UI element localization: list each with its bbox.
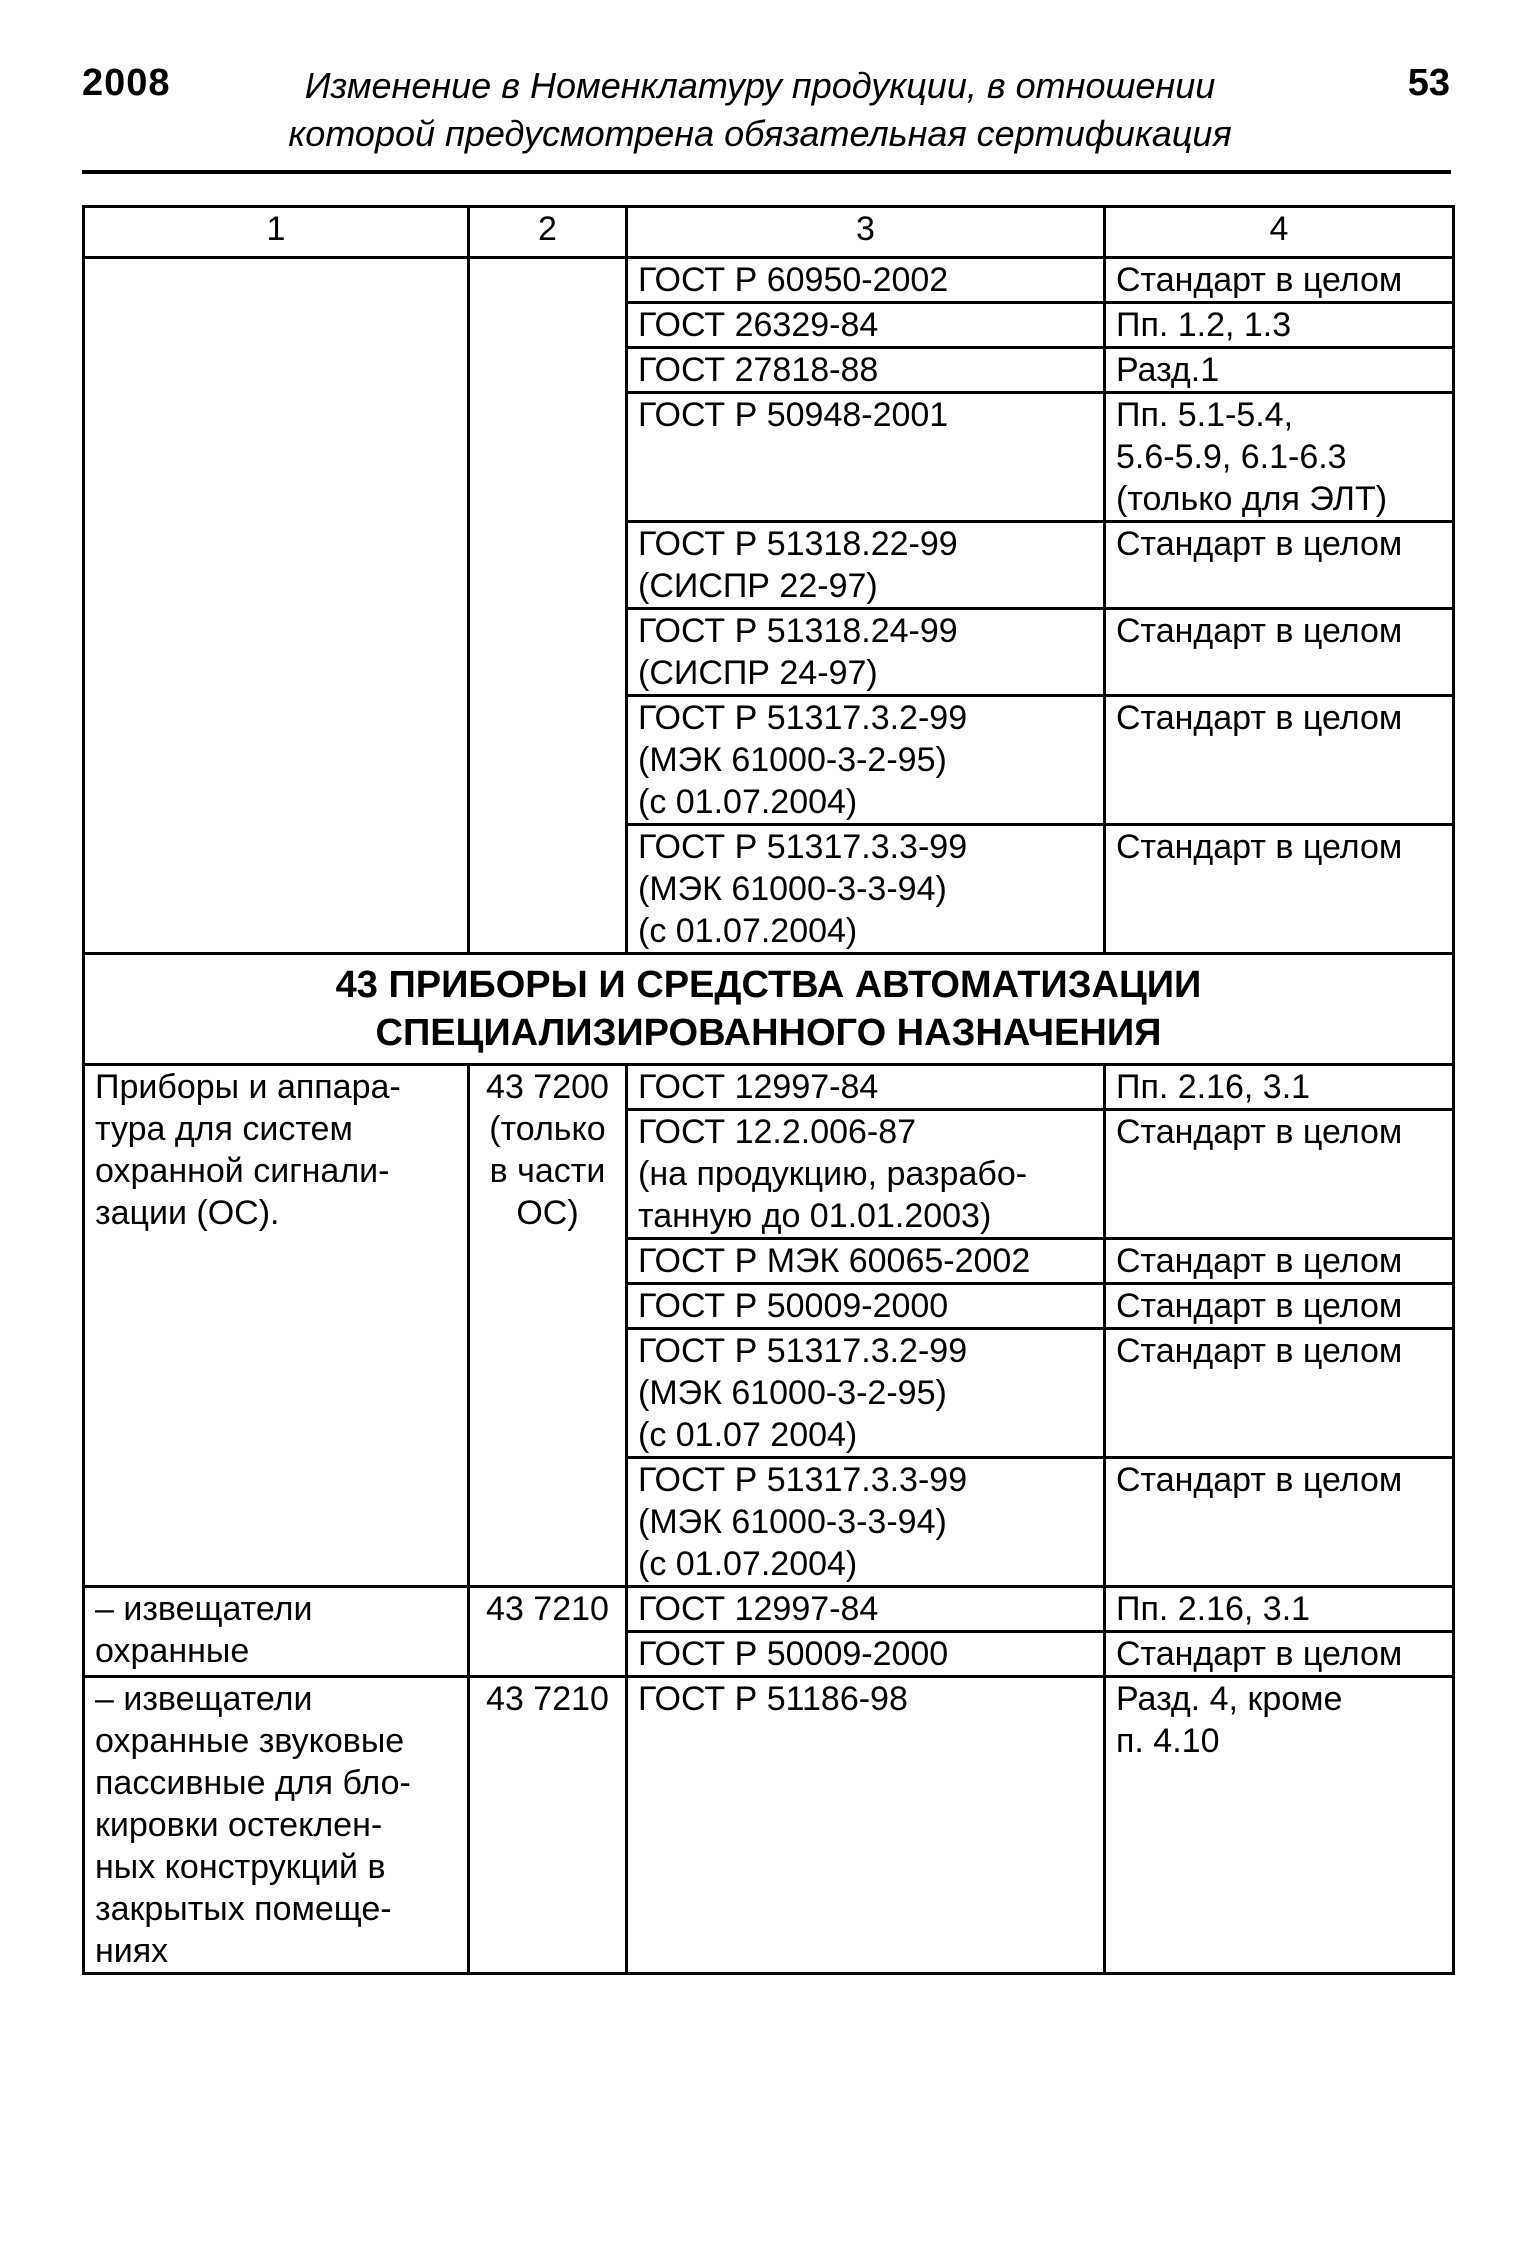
product-cell: – извещатели охранные звуковые пассивные для бло- кировки остеклен- ных конструкций в закрытых помеще- ниях	[84, 1677, 469, 1974]
standard-cell: ГОСТ Р 51317.3.3-99 (МЭК 61000-3-3-94) (с 01.07.2004)	[627, 1458, 1105, 1587]
column-number-3: 3	[627, 207, 1105, 258]
column-number-row	[84, 207, 1454, 258]
standard-cell: ГОСТ Р 50948-2001	[627, 393, 1105, 522]
table-row	[84, 1677, 1454, 1974]
header-title-line2: которой предусмотрена обязательная сертификация	[288, 113, 1232, 154]
certification-table	[82, 205, 1455, 1975]
standard-cell: ГОСТ Р 51318.22-99 (СИСПР 22-97)	[627, 522, 1105, 609]
table-row	[84, 258, 1454, 303]
code-cell: 43 7200 (только в части ОС)	[469, 1065, 627, 1587]
scope-cell: Стандарт в целом	[1105, 1458, 1454, 1587]
page-number: 53	[1407, 62, 1450, 104]
scope-cell: Стандарт в целом	[1105, 609, 1454, 696]
code-cell: 43 7210	[469, 1587, 627, 1677]
standard-cell: ГОСТ Р 51317.3.2-99 (МЭК 61000-3-2-95) (с 01.07.2004)	[627, 696, 1105, 825]
standard-cell: ГОСТ Р 51317.3.2-99 (МЭК 61000-3-2-95) (с 01.07 2004)	[627, 1329, 1105, 1458]
standard-cell: ГОСТ Р МЭК 60065-2002	[627, 1239, 1105, 1284]
scope-cell: Пп. 2.16, 3.1	[1105, 1065, 1454, 1110]
header-title-line1: Изменение в Номенклатуру продукции, в отношении	[304, 65, 1216, 106]
standard-cell: ГОСТ Р 51186-98	[627, 1677, 1105, 1974]
standard-cell: ГОСТ Р 50009-2000	[627, 1284, 1105, 1329]
scope-cell: Стандарт в целом	[1105, 1329, 1454, 1458]
product-cell-empty	[84, 258, 469, 954]
scope-cell: Пп. 1.2, 1.3	[1105, 303, 1454, 348]
scope-cell: Стандарт в целом	[1105, 1632, 1454, 1677]
standard-cell: ГОСТ 27818-88	[627, 348, 1105, 393]
scope-cell: Пп. 2.16, 3.1	[1105, 1587, 1454, 1632]
scope-cell: Стандарт в целом	[1105, 825, 1454, 954]
scope-cell: Разд.1	[1105, 348, 1454, 393]
scope-cell: Стандарт в целом	[1105, 696, 1454, 825]
table-row	[84, 1065, 1454, 1110]
scope-cell: Стандарт в целом	[1105, 1239, 1454, 1284]
standard-cell: ГОСТ 26329-84	[627, 303, 1105, 348]
column-number-1: 1	[84, 207, 469, 258]
standard-cell: ГОСТ 12997-84	[627, 1587, 1105, 1632]
header-divider	[82, 170, 1451, 174]
product-cell: – извещатели охранные	[84, 1587, 469, 1677]
header-title	[240, 62, 1280, 158]
section-heading-row	[84, 954, 1454, 1065]
column-number-4: 4	[1105, 207, 1454, 258]
standard-cell: ГОСТ Р 51317.3.3-99 (МЭК 61000-3-3-94) (с 01.07.2004)	[627, 825, 1105, 954]
scope-cell: Стандарт в целом	[1105, 258, 1454, 303]
scope-cell: Стандарт в целом	[1105, 522, 1454, 609]
scope-cell: Пп. 5.1-5.4, 5.6-5.9, 6.1-6.3 (только для ЭЛТ)	[1105, 393, 1454, 522]
code-cell: 43 7210	[469, 1677, 627, 1974]
scope-cell: Разд. 4, кроме п. 4.10	[1105, 1677, 1454, 1974]
column-number-2: 2	[469, 207, 627, 258]
standard-cell: ГОСТ Р 60950-2002	[627, 258, 1105, 303]
standard-cell: ГОСТ 12.2.006-87 (на продукцию, разрабо- танную до 01.01.2003)	[627, 1110, 1105, 1239]
standard-cell: ГОСТ Р 51318.24-99 (СИСПР 24-97)	[627, 609, 1105, 696]
standard-cell: ГОСТ 12997-84	[627, 1065, 1105, 1110]
table-row	[84, 1587, 1454, 1632]
header-year: 2008	[82, 62, 171, 104]
code-cell-empty	[469, 258, 627, 954]
product-cell: Приборы и аппара- тура для систем охранной сигнали- зации (ОС).	[84, 1065, 469, 1587]
scope-cell: Стандарт в целом	[1105, 1110, 1454, 1239]
standard-cell: ГОСТ Р 50009-2000	[627, 1632, 1105, 1677]
scope-cell: Стандарт в целом	[1105, 1284, 1454, 1329]
section-heading: 43 ПРИБОРЫ И СРЕДСТВА АВТОМАТИЗАЦИИ СПЕЦИАЛИЗИРОВАННОГО НАЗНАЧЕНИЯ	[84, 954, 1454, 1065]
